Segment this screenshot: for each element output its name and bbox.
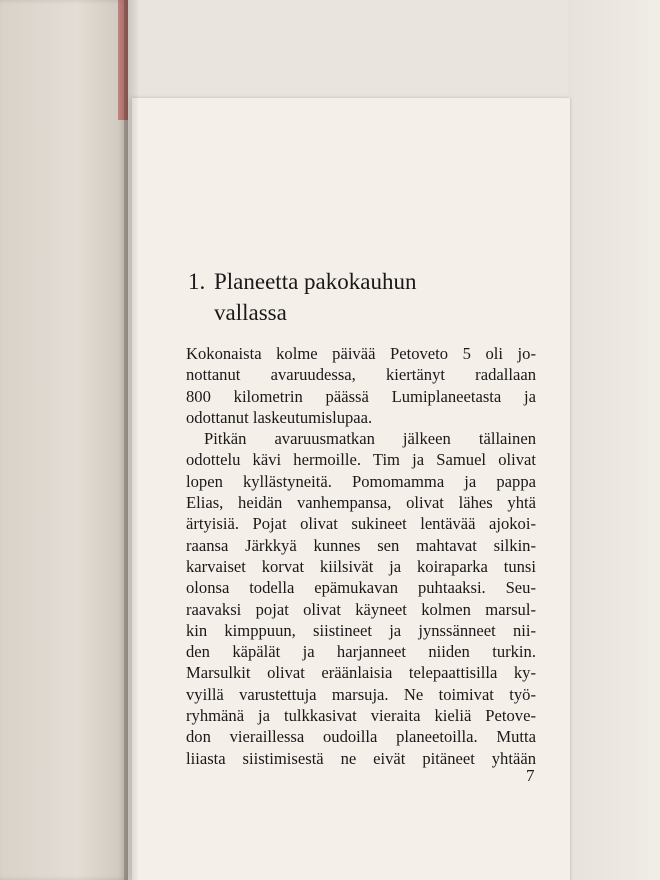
page-number: 7 (526, 766, 535, 785)
chapter-title (188, 266, 528, 328)
text-line: raansa Järkkyä kunnes sen mahtavat silkin- (186, 535, 536, 555)
text-line: karvaiset korvat kiilsivät ja koiraparka tunsi (186, 556, 536, 576)
chapter-title-line-1: Planeetta pakokauhun (214, 269, 417, 294)
text-line: den käpälät ja harjanneet niiden turkin. (186, 642, 536, 662)
text-line: kin kimppuun, siistineet ja jynssänneet nii- (186, 620, 536, 640)
text-line: odottelu kävi hermoille. Tim ja Samuel olivat (186, 450, 536, 470)
text-line: olonsa todella epämukavan puhtaaksi. Seu- (186, 578, 536, 598)
text-line: Marsulkit olivat eräänlaisia telepaattisilla ky- (186, 663, 536, 683)
text-line: 800 kilometrin päässä Lumiplaneetasta ja (186, 386, 536, 406)
text-line: ryhmänä ja tulkkasivat vieraita kieliä Petove- (186, 706, 536, 726)
text-line: raavaksi pojat olivat käyneet kolmen marsul- (186, 599, 536, 619)
facing-page (0, 0, 128, 880)
background-right (568, 0, 660, 880)
book-page (132, 98, 570, 880)
text-line: don vieraillessa oudoilla planeetoilla. Mutta (186, 727, 536, 747)
text-line: liiasta siistimisestä ne eivät pitäneet yhtään (186, 748, 536, 768)
text-line: nottanut avaruudessa, kiertänyt radallaan (186, 365, 536, 385)
text-line: Kokonaista kolme päivää Petoveto 5 oli jo- (186, 344, 536, 363)
text-line: Pitkän avaruusmatkan jälkeen tällainen (204, 429, 536, 449)
text-line: vyillä varustettuja marsuja. Ne toimivat työ- (186, 684, 536, 704)
chapter-number: 1. (188, 269, 206, 294)
text-line: Elias, heidän vanhempansa, olivat lähes yhtä (186, 493, 536, 513)
book-gutter (124, 0, 138, 880)
chapter-title-line-2: vallassa (214, 300, 287, 325)
text-line: odottanut laskeutumislupaa. (186, 407, 373, 427)
text-line: ärtyisiä. Pojat olivat sukineet lentävää ajokoi- (186, 514, 536, 534)
body-text (186, 343, 536, 769)
text-line: lopen kyllästyneitä. Pomomamma ja pappa (186, 471, 536, 491)
